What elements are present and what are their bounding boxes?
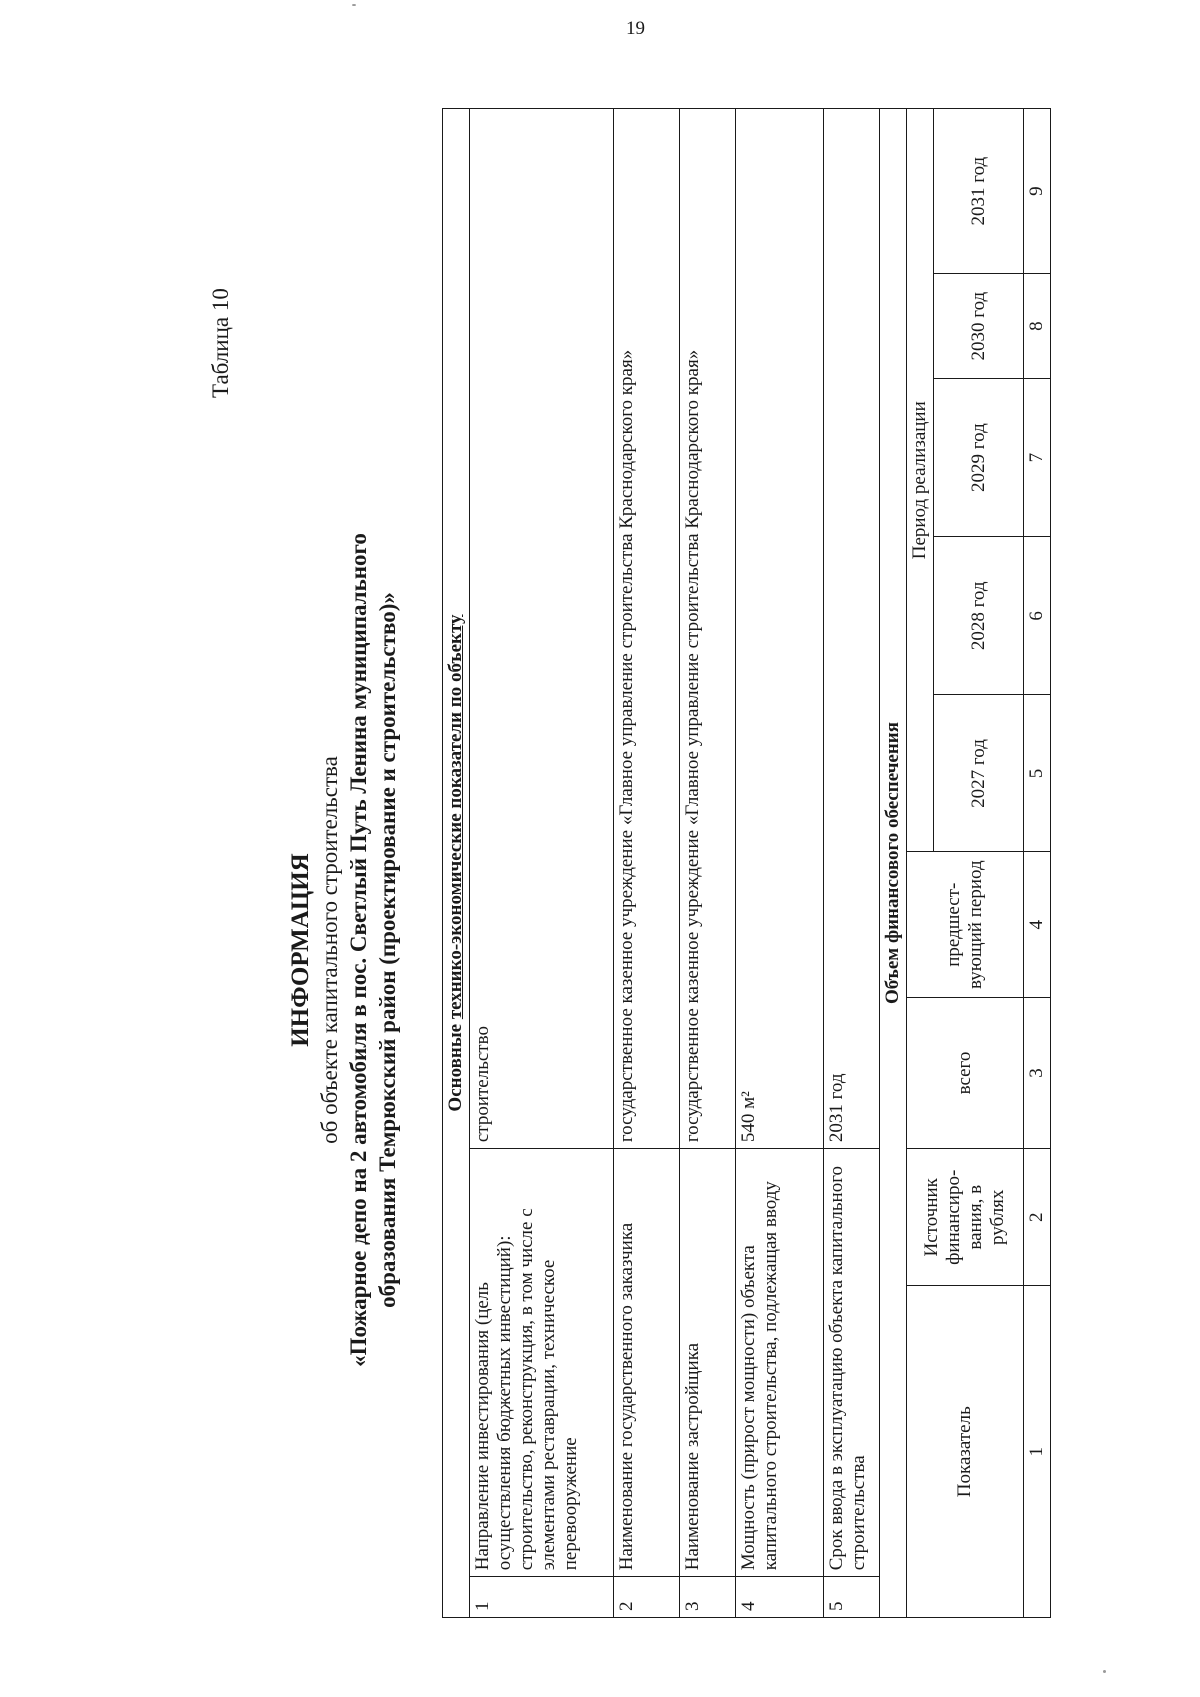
- row-number: 1: [470, 1577, 614, 1618]
- column-number: 8: [1024, 274, 1051, 379]
- column-number: 4: [1024, 852, 1051, 997]
- column-number: 7: [1024, 378, 1051, 536]
- year-header: 2028 год: [934, 537, 1024, 695]
- scan-speck: [352, 4, 356, 6]
- section-header-row: [443, 109, 470, 1618]
- section-header-financing: Объем финансового обеспечения: [880, 109, 907, 1618]
- column-number: 5: [1024, 695, 1051, 852]
- col-indicator-header: Показатель: [907, 1286, 1024, 1618]
- row-label: Направление инвестирования (цель осуществления бюджетных инвестиций): строительство, реконструкция, в том числе с элементами реставрации, техническое перевооружение: [470, 1149, 614, 1577]
- year-header: 2029 год: [934, 378, 1024, 536]
- column-number: 6: [1024, 537, 1051, 695]
- scan-speck: [1103, 1670, 1106, 1673]
- column-numbers-row: [1024, 109, 1051, 1618]
- col-source-header: Источник финансиро-вания, в рублях: [907, 1149, 1024, 1286]
- table-label: Таблица 10: [208, 288, 233, 398]
- title-object-line-1: «Пожарное депо на 2 автомобиля в пос. Светлый Путь Ленина муниципального: [346, 533, 371, 1367]
- rotated-document-body: [200, 100, 1080, 1620]
- row-label: Наименование застройщика: [680, 1149, 736, 1577]
- column-number: 2: [1024, 1149, 1051, 1286]
- period-header: Период реализации: [907, 109, 934, 852]
- row-value: государственное казенное учреждение «Главное управление строительства Краснодарского края»: [680, 109, 736, 1149]
- row-value: государственное казенное учреждение «Главное управление строительства Краснодарского края»: [614, 109, 680, 1149]
- document-title: [286, 430, 402, 1470]
- page-number: 19: [626, 18, 645, 39]
- section-header-row: [880, 109, 907, 1618]
- row-number: 5: [824, 1577, 880, 1618]
- row-label: Наименование государственного заказчика: [614, 1149, 680, 1577]
- capital-object-table: [442, 108, 1051, 1618]
- row-label: Мощность (прирост мощности) объекта капитального строительства, подлежащая вводу: [736, 1149, 824, 1577]
- financing-header-row: [907, 109, 934, 1618]
- title-heading: ИНФОРМАЦИЯ: [287, 853, 314, 1047]
- row-number: 4: [736, 1577, 824, 1618]
- column-number: 9: [1024, 109, 1051, 274]
- row-number: 3: [680, 1577, 736, 1618]
- row-label: Срок ввода в эксплуатацию объекта капитального строительства: [824, 1149, 880, 1577]
- year-header: 2027 год: [934, 695, 1024, 852]
- table-row: [824, 109, 880, 1618]
- row-value: 540 м²: [736, 109, 824, 1149]
- row-value: 2031 год: [824, 109, 880, 1149]
- column-number: 1: [1024, 1286, 1051, 1618]
- title-subheading: об объекте капитального строительства: [317, 756, 342, 1144]
- col-previous-header: предшест-вующий период: [907, 852, 1024, 997]
- table-row: [680, 109, 736, 1618]
- table-row: [614, 109, 680, 1618]
- section-header-indicators: Основные технико-экономические показатели по объекту: [443, 109, 470, 1618]
- year-header: 2030 год: [934, 274, 1024, 379]
- column-number: 3: [1024, 997, 1051, 1148]
- col-total-header: всего: [907, 997, 1024, 1148]
- table-row: [736, 109, 824, 1618]
- year-header: 2031 год: [934, 109, 1024, 274]
- row-number: 2: [614, 1577, 680, 1618]
- row-value: строительство: [470, 109, 614, 1149]
- table-row: [470, 109, 614, 1618]
- title-object-line-2: образования Темрюкский район (проектирование и строительство)»: [375, 592, 400, 1308]
